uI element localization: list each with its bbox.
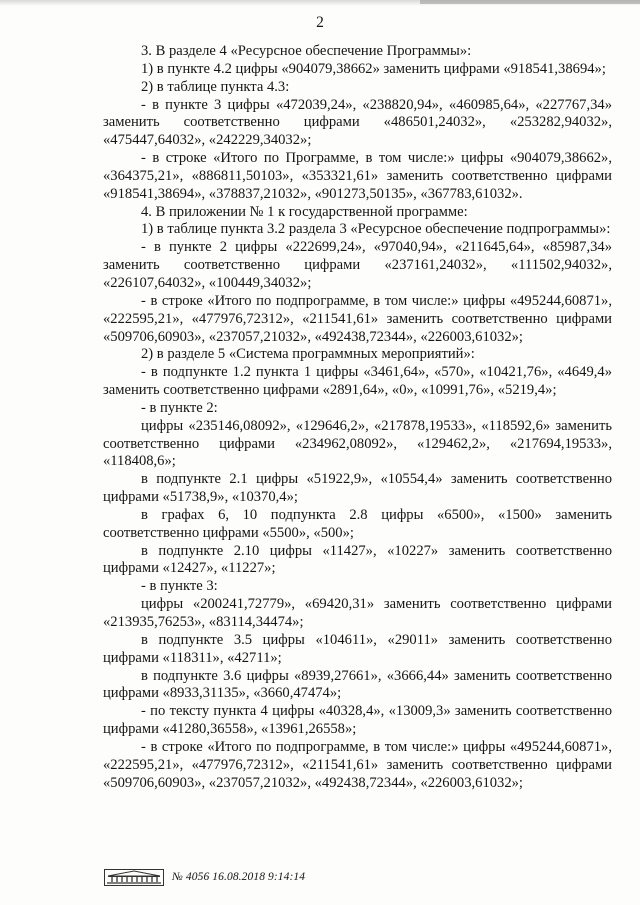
- paragraph: цифры «200241,72779», «69420,31» заменить соответственно цифрами «213935,76253», «83114,34474»;: [103, 596, 612, 630]
- paragraph: - в пункте 3:: [141, 578, 218, 595]
- paragraph: в подпункте 3.5 цифры «104611», «29011» заменить соответственно цифрами «118311», «42711»;: [103, 631, 612, 666]
- paragraph: - в строке «Итого по подпрограмме, в том числе:» цифры «495244,60871», «222595,21», «477976,72312», «211541,61» заменить соответственно цифрами «509706,60903», «237057,21032», «492438,72344», «226003,61032»;: [103, 292, 612, 345]
- paragraph: - в подпункте 1.2 пункта 1 цифры «3461,64», «570», «10421,76», «4649,4» заменить соответственно цифрами «2891,64», «0», «10991,76», «5219,4»;: [103, 364, 612, 399]
- paragraph: 1) в пункте 4.2 цифры «904079,38662» заменить цифрами «918541,38694»;: [141, 60, 606, 77]
- paragraph: цифры «235146,08092», «129646,2», «217878,19533», «118592,6» заменить соответственно цифрами «234962,08092», «129462,2», «217694,19533», «118408,6»;: [103, 417, 612, 470]
- paragraph: 1) в таблице пункта 3.2 раздела 3 «Ресурсное обеспечение подпрограммы»:: [141, 221, 611, 238]
- paragraph: - в строке «Итого по Программе, в том числе:» цифры «904079,38662», «364375,21», «886811,50103», «353321,61» заменить соответственно цифрами «918541,38694», «378837,21032», «901273,50135», «367783,61032».: [103, 150, 612, 202]
- paragraph: 2) в таблице пункта 4.3:: [141, 78, 290, 95]
- paragraph: - в пункте 2 цифры «222699,24», «97040,94», «211645,64», «85987,34» заменить соответственно цифрами «237161,24032», «111502,94032», «226107,64032», «100449,34032»;: [103, 239, 612, 291]
- building-seal-icon: [104, 869, 164, 886]
- paragraph: в подпункте 3.6 цифры «8939,27661», «3666,44» заменить соответственно цифрами «8933,31135», «3660,47474»;: [103, 667, 612, 702]
- scan-edge-mark: [420, 0, 640, 4]
- paragraph: в графах 6, 10 подпункта 2.8 цифры «6500», «1500» заменить соответственно цифрами «5500», «500»;: [103, 506, 612, 541]
- paragraph: - в строке «Итого по подпрограмме, в том числе:» цифры «495244,60871», «222595,21», «477976,72312», «211541,61» заменить соответственно цифрами «509706,60903», «237057,21032», «492438,72344», «226003,61032»;: [103, 738, 612, 791]
- footer-registration: [104, 866, 305, 888]
- paragraph: 3. В разделе 4 «Ресурсное обеспечение Программы»:: [141, 43, 472, 59]
- registration-number: № 4056 16.08.2018 9:14:14: [172, 871, 306, 883]
- paragraph: - по тексту пункта 4 цифры «40328,4», «13009,3» заменить соответственно цифрами «41280,36558», «13961,26558»;: [103, 703, 612, 738]
- paragraph: 2) в разделе 5 «Система программных мероприятий»:: [141, 346, 475, 363]
- paragraph: в подпункте 2.10 цифры «11427», «10227» заменить соответственно цифрами «12427», «11227»;: [103, 542, 612, 577]
- paragraph: - в пункте 3 цифры «472039,24», «238820,94», «460985,64», «227767,34» заменить соответственно цифрами «486501,24032», «253282,94032», «475447,64032», «242229,34032»;: [103, 96, 612, 149]
- paragraph: - в пункте 2:: [141, 399, 218, 416]
- document-body: [103, 43, 612, 792]
- paragraph: 4. В приложении № 1 к государственной программе:: [141, 203, 468, 220]
- page-number: 2: [316, 14, 324, 31]
- paragraph: в подпункте 2.1 цифры «51922,9», «10554,4» заменить соответственно цифрами «51738,9», «10370,4»;: [103, 471, 612, 506]
